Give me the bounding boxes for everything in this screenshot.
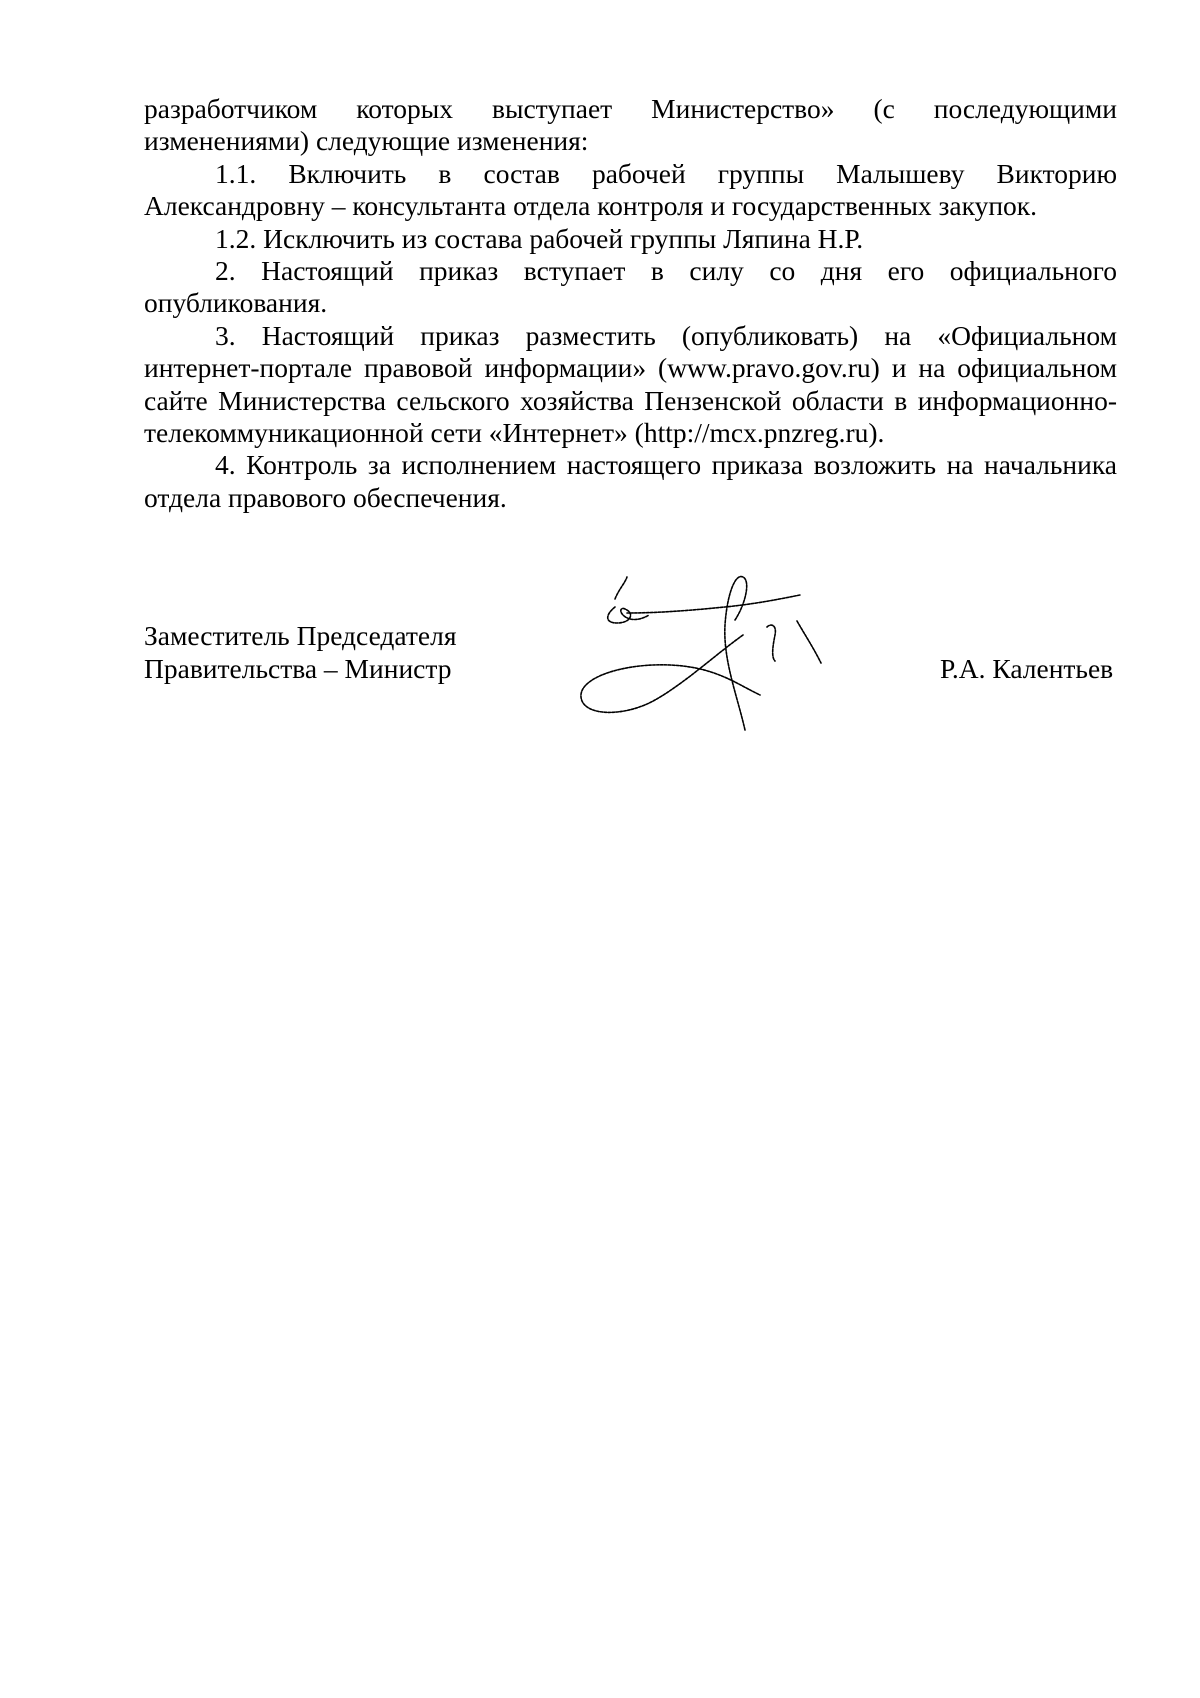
paragraph-3: 3. Настоящий приказ разместить (опубликовать) на «Официальном интернет-портале правовой информации» (www.pravo.gov.ru) и на официальном сайте Министерства сельского хозяйства Пензенской области в информационно-телекоммуникационной сети «Интернет» (http://mcx.pnzreg.ru). bbox=[144, 319, 1117, 449]
handwritten-signature-icon bbox=[575, 565, 835, 740]
paragraph-2: 2. Настоящий приказ вступает в силу со дня его официального опубликования. bbox=[144, 255, 1117, 319]
document-body bbox=[144, 93, 1117, 514]
signatory-name: Р.А. Калентьев bbox=[940, 653, 1114, 684]
paragraph-1-1: 1.1. Включить в состав рабочей группы Малышеву Викторию Александровну – консультанта отдела контроля и государственных закупок. bbox=[144, 157, 1117, 222]
signatory-position-line2: Правительства – Министр bbox=[144, 653, 452, 684]
paragraph-1-2: 1.2. Исключить из состава рабочей группы Ляпина Н.Р. bbox=[215, 222, 864, 254]
signatory-position bbox=[144, 619, 457, 685]
paragraph-intro: разработчиком которых выступает Министерство» (с последующими изменениями) следующие изменения: bbox=[144, 93, 1117, 157]
paragraph-4: 4. Контроль за исполнением настоящего приказа возложить на начальника отдела правового обеспечения. bbox=[144, 449, 1117, 513]
signatory-position-line1: Заместитель Председателя bbox=[144, 620, 457, 651]
